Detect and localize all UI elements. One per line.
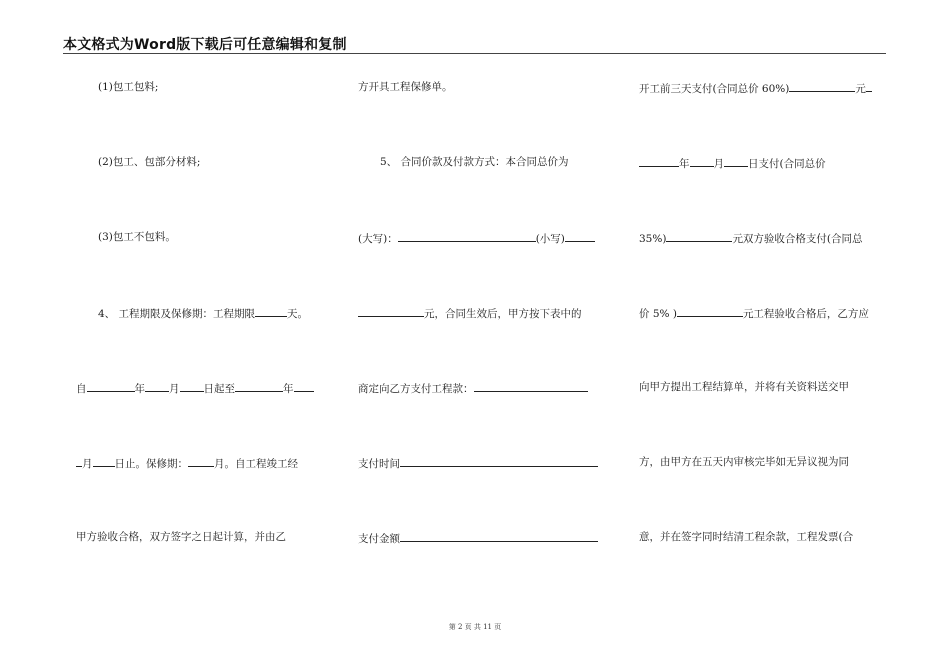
list-item-text: (1)包工包料; xyxy=(98,81,159,93)
blank-underline xyxy=(400,455,598,467)
text-fragment: 价 5% ) xyxy=(639,308,677,320)
text-line xyxy=(76,380,314,394)
text-fragment: 年 xyxy=(679,158,690,170)
text-fragment: (小写) xyxy=(535,233,565,245)
blank-underline xyxy=(565,230,595,242)
text-line xyxy=(98,305,308,319)
blank-underline xyxy=(474,380,588,392)
blank-underline xyxy=(358,305,424,317)
text-fragment: 天。 xyxy=(287,308,309,320)
text-line xyxy=(639,455,849,469)
document-header: 本文格式为Word版下载后可任意编辑和复制 xyxy=(63,37,347,53)
text-fragment: 元 xyxy=(855,83,866,95)
blank-underline xyxy=(639,155,679,167)
text-line xyxy=(639,530,853,544)
text-fragment: 方开具工程保修单。 xyxy=(358,81,453,93)
text-line xyxy=(358,230,595,244)
text-line xyxy=(639,305,869,319)
list-item-text: (2)包工、包部分材料; xyxy=(98,156,201,168)
text-fragment: 元，合同生效后，甲方按下表中的 xyxy=(424,308,582,320)
text-fragment: 向甲方提出工程结算单，并将有关资料送交甲 xyxy=(639,381,849,393)
text-fragment: 月 xyxy=(713,158,724,170)
blank-underline xyxy=(690,155,714,167)
text-fragment: 日支付(合同总价 xyxy=(748,158,826,170)
text-line xyxy=(358,80,453,94)
text-fragment: 月 xyxy=(169,383,180,395)
text-fragment: 方，由甲方在五天内审核完毕如无异议视为同 xyxy=(639,456,849,468)
text-line xyxy=(639,155,826,169)
text-column-left xyxy=(76,0,326,672)
text-fragment: 元双方验收合格支付(合同总 xyxy=(732,233,863,245)
text-fragment: 支付时间 xyxy=(358,458,400,470)
text-fragment: 支付金额 xyxy=(358,533,400,545)
section-heading-text: 4、 工程期限及保修期：工程期限 xyxy=(98,308,256,320)
page-number: 第 2 页 共 11 页 xyxy=(448,623,502,631)
blank-underline xyxy=(724,155,748,167)
text-fragment: 甲方验收合格，双方签字之日起计算，并由乙 xyxy=(76,531,286,543)
text-fragment: 日起至 xyxy=(203,383,235,395)
section-heading-text: 5、 合同价款及付款方式：本合同总价为 xyxy=(380,156,569,168)
text-line xyxy=(358,530,598,544)
blank-underline xyxy=(677,305,743,317)
text-line xyxy=(358,380,588,394)
text-line xyxy=(639,380,849,394)
blank-underline xyxy=(255,305,287,317)
text-fragment: 意，并在签字同时结清工程余款，工程发票(合 xyxy=(639,531,854,543)
blank-underline xyxy=(789,80,855,92)
blank-underline xyxy=(180,380,204,392)
blank-underline xyxy=(87,380,135,392)
text-fragment: 年 xyxy=(283,383,294,395)
text-fragment: 35%) xyxy=(639,233,667,245)
text-fragment: 元工程验收合格后，乙方应 xyxy=(742,308,869,320)
text-fragment: 年 xyxy=(134,383,145,395)
blank-underline xyxy=(145,380,169,392)
text-line xyxy=(639,80,872,94)
list-item-text: (3)包工不包料。 xyxy=(98,231,176,243)
text-fragment: 月。自工程竣工经 xyxy=(214,458,298,470)
text-fragment: 月 xyxy=(82,458,93,470)
text-line xyxy=(358,455,598,469)
text-line xyxy=(98,155,200,169)
text-line xyxy=(639,230,863,244)
blank-underline xyxy=(93,455,115,467)
blank-underline xyxy=(235,380,283,392)
blank-underline xyxy=(666,230,732,242)
text-line xyxy=(98,80,158,94)
blank-underline xyxy=(188,455,214,467)
blank-underline xyxy=(400,530,598,542)
text-column-right xyxy=(639,0,889,672)
text-line xyxy=(76,530,286,544)
blank-underline xyxy=(866,80,872,92)
text-line xyxy=(358,305,582,319)
text-fragment: 自 xyxy=(76,383,87,395)
text-line xyxy=(98,230,176,244)
blank-underline xyxy=(398,230,536,242)
text-fragment: 日止。保修期： xyxy=(114,458,188,470)
text-line xyxy=(380,155,569,169)
blank-underline xyxy=(294,380,314,392)
text-column-middle xyxy=(358,0,608,672)
text-fragment: 商定向乙方支付工程款： xyxy=(358,383,474,395)
text-fragment: 开工前三天支付(合同总价 60%) xyxy=(639,83,790,95)
text-fragment: (大写)： xyxy=(358,233,398,245)
text-line xyxy=(76,455,298,469)
